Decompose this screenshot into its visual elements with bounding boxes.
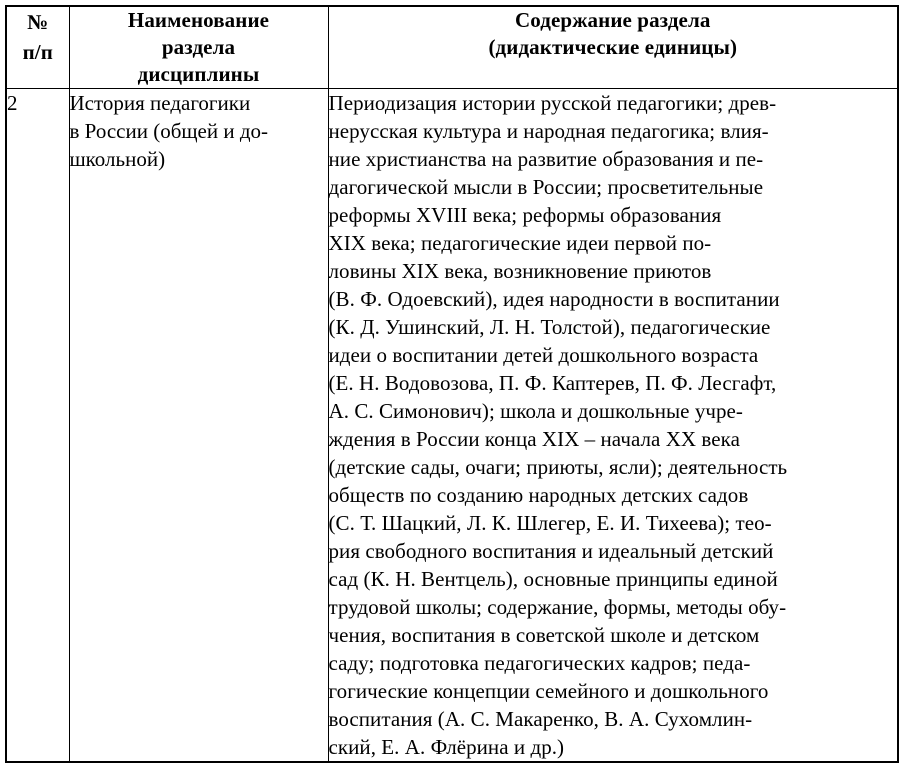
section-content-line: дагогической мысли в России; просветительные (328, 175, 764, 199)
section-content-line: воспитания (А. С. Макаренко, В. А. Сухомлин- (328, 707, 753, 731)
cell-section-content (328, 89, 898, 763)
column-header-section-name-line-3: дисциплины (137, 62, 260, 86)
column-header-section-name-line-1: Наименование (127, 8, 270, 32)
discipline-table (5, 5, 899, 763)
table-row (6, 89, 898, 763)
section-content-line: трудовой школы; содержание, формы, методы обу- (328, 595, 787, 619)
section-content-line: Периодизация истории русской педагогики; древ- (328, 91, 777, 115)
section-content-line: ждения в России конца XIX – начала XX века (328, 427, 740, 451)
section-content-line: (С. Т. Шацкий, Л. К. Шлегер, Е. И. Тихеева); тео- (328, 511, 772, 535)
section-content-line: сад (К. Н. Вентцель), основные принципы единой (328, 567, 778, 591)
section-name-line: в России (общей и до- (69, 119, 269, 143)
cell-row-number: 2 (6, 89, 69, 763)
section-name-line: школьной) (69, 147, 166, 171)
column-header-section-name (69, 6, 328, 89)
section-content-line: чения, воспитания в советской школе и детском (328, 623, 760, 647)
section-content-line: (К. Д. Ушинский, Л. Н. Толстой), педагогические (328, 315, 771, 339)
column-header-section-content-line-2: (дидактические единицы) (488, 35, 738, 59)
section-content-line: ловины XIX века, возникновение приютов (328, 259, 712, 283)
column-header-section-content-line-1: Содержание раздела (515, 8, 711, 32)
column-header-number-line-2: п/п (22, 40, 53, 64)
table-header (6, 6, 898, 89)
section-content-line: рия свободного воспитания и идеальный детский (328, 539, 774, 563)
section-content-line: ский, Е. А. Флёрина и др.) (328, 735, 565, 759)
section-content-line: ние христианства на развитие образования и пе- (328, 147, 764, 171)
section-name-line: История педагогики (69, 91, 251, 115)
section-content-line: идеи о воспитании детей дошкольного возраста (328, 343, 759, 367)
column-header-section-name-line-2: раздела (161, 35, 236, 59)
section-content-line: реформы XVIII века; реформы образования (328, 203, 722, 227)
section-content-line: саду; подготовка педагогических кадров; педа- (328, 651, 751, 675)
section-content-line: нерусская культура и народная педагогика; влия- (328, 119, 769, 143)
section-content-line: А. С. Симонович); школа и дошкольные учре- (328, 399, 743, 423)
section-content-line: XIX века; педагогические идеи первой по- (328, 231, 712, 255)
column-header-number-line-1: № (27, 10, 49, 34)
section-content-line: (детские сады, очаги; приюты, ясли); деятельность (328, 455, 788, 479)
section-content-line: (Е. Н. Водовозова, П. Ф. Каптерев, П. Ф. Лесгафт, (328, 371, 777, 395)
section-content-line: обществ по созданию народных детских садов (328, 483, 749, 507)
section-content-line: гогические концепции семейного и дошкольного (328, 679, 769, 703)
column-header-section-content (328, 6, 898, 89)
cell-section-name (69, 89, 328, 763)
column-header-number (6, 6, 69, 89)
table-header-row (6, 6, 898, 89)
section-content-line: (В. Ф. Одоевский), идея народности в воспитании (328, 287, 780, 311)
table-body (6, 89, 898, 763)
